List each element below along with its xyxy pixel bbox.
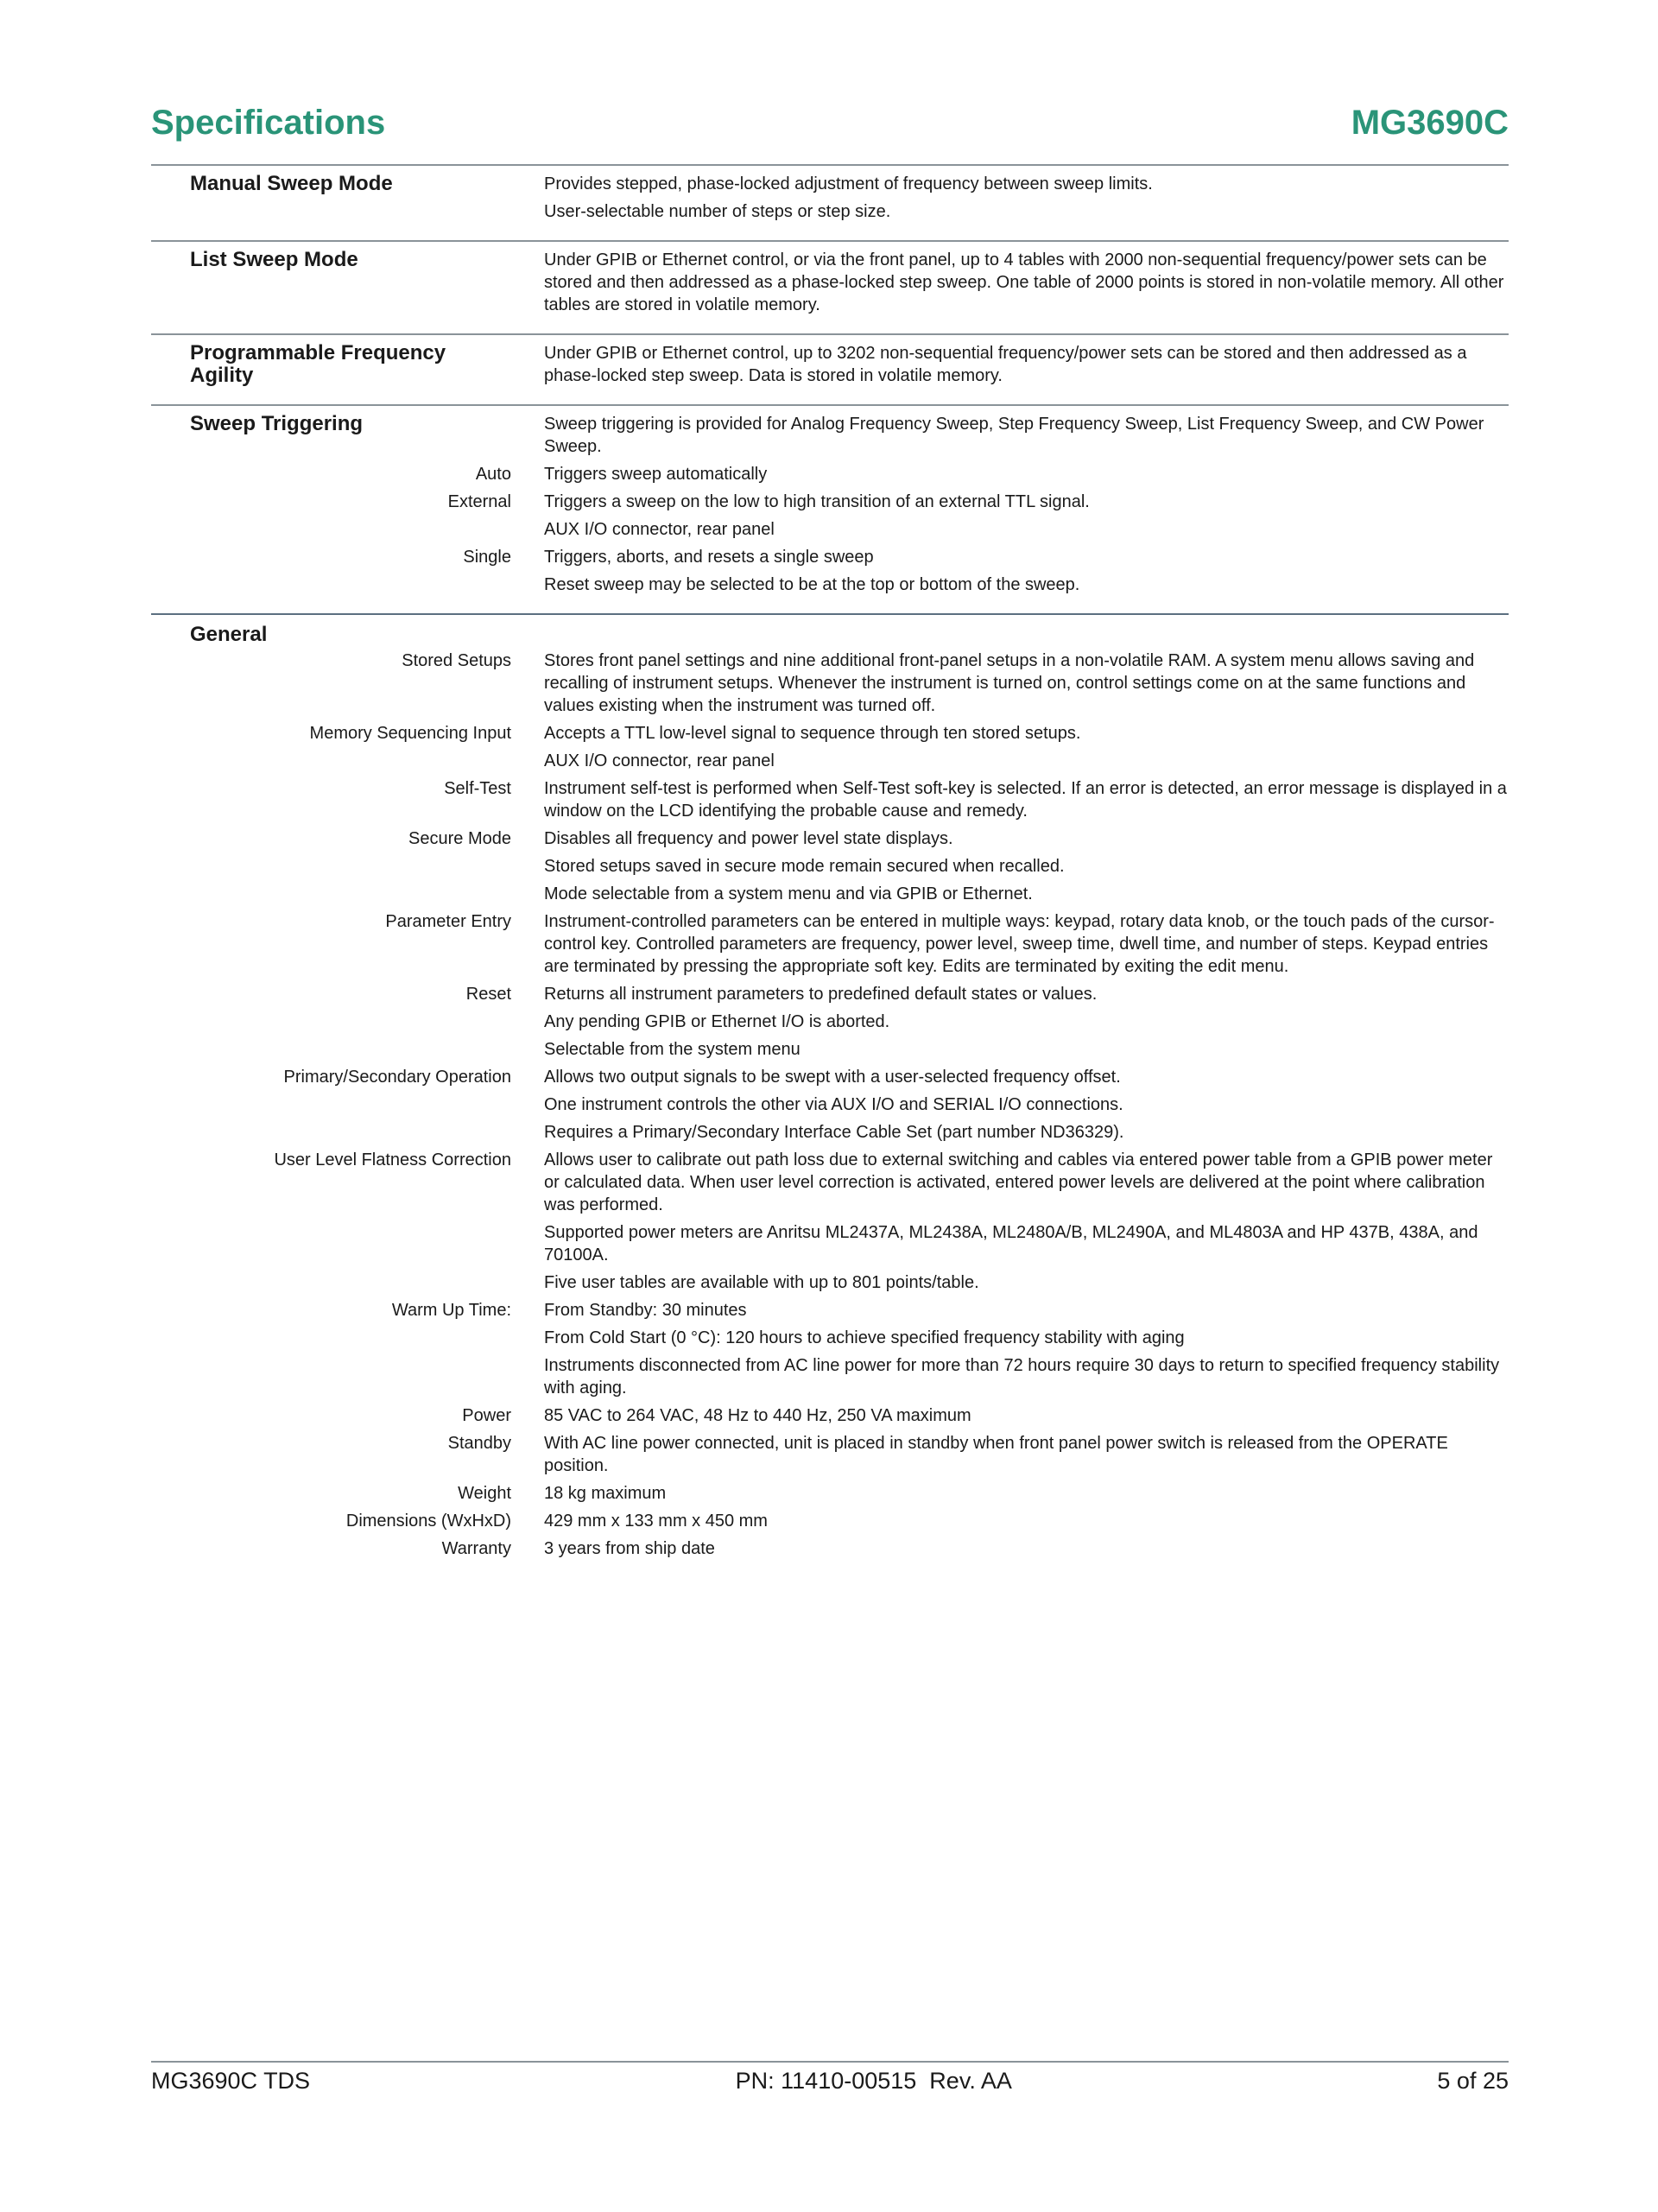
page-footer xyxy=(151,2061,1509,2095)
spec-row xyxy=(151,827,1509,905)
spec-label: Warm Up Time: xyxy=(391,1301,511,1320)
spec-section xyxy=(151,333,1509,404)
spec-value: 18 kg maximum xyxy=(544,1484,667,1503)
spec-value: Reset sweep may be selected to be at the top or bottom of the sweep. xyxy=(544,575,1080,594)
spec-value: Triggers sweep automatically xyxy=(544,465,768,484)
spec-values xyxy=(544,827,1509,905)
footer-part-number: PN: 11410-00515 Rev. AA xyxy=(735,2068,1012,2094)
spec-values xyxy=(544,463,1509,485)
page-title: Specifications xyxy=(151,104,386,142)
spec-values xyxy=(544,491,1509,541)
spec-row xyxy=(151,1537,1509,1560)
spec-row xyxy=(151,650,1509,717)
spec-values xyxy=(544,342,1509,387)
spec-value: Sweep triggering is provided for Analog Frequency Sweep, Step Frequency Sweep, List Frequency Sweep, and CW Power Sweep. xyxy=(544,415,1484,456)
spec-row xyxy=(151,1066,1509,1144)
spec-value: Triggers a sweep on the low to high transition of an external TTL signal. xyxy=(544,492,1090,511)
spec-value: Supported power meters are Anritsu ML2437A, ML2438A, ML2480A/B, ML2490A, and ML4803A and HP 437B, 438A, and 70100A. xyxy=(544,1223,1478,1264)
spec-values xyxy=(544,722,1509,772)
spec-section xyxy=(151,240,1509,333)
spec-values xyxy=(544,650,1509,717)
spec-value: Instruments disconnected from AC line power for more than 72 hours require 30 days to return to specified frequency stability with aging. xyxy=(544,1356,1500,1398)
spec-value: Selectable from the system menu xyxy=(544,1040,801,1059)
spec-values xyxy=(544,1432,1509,1477)
spec-row xyxy=(151,491,1509,541)
spec-value: Five user tables are available with up to 801 points/table. xyxy=(544,1273,979,1292)
spec-label: Stored Setups xyxy=(402,651,511,670)
spec-value: Any pending GPIB or Ethernet I/O is aborted. xyxy=(544,1012,890,1031)
spec-values xyxy=(544,1537,1509,1560)
spec-label: Warranty xyxy=(441,1539,511,1558)
spec-value: Stored setups saved in secure mode remain secured when recalled. xyxy=(544,857,1065,876)
spec-label: Single xyxy=(463,548,511,567)
spec-row xyxy=(151,1510,1509,1532)
spec-row xyxy=(151,1299,1509,1399)
spec-value: One instrument controls the other via AUX I/O and SERIAL I/O connections. xyxy=(544,1095,1123,1114)
spec-value: User-selectable number of steps or step size. xyxy=(544,202,891,221)
section-title: Programmable Frequency Agility xyxy=(190,341,446,387)
section-title: Sweep Triggering xyxy=(190,412,364,435)
spec-label: Standby xyxy=(447,1434,511,1453)
spec-label: User Level Flatness Correction xyxy=(274,1150,511,1169)
spec-label: Auto xyxy=(475,465,511,484)
spec-values xyxy=(544,1404,1509,1427)
spec-value: Under GPIB or Ethernet control, or via the front panel, up to 4 tables with 2000 non-sequential frequency/power sets can be stored and then addressed as a phase-locked step sweep. One table of 2000 points is stored in non-volatile memory. All other tables are stored in volatile memory. xyxy=(544,250,1504,314)
spec-label: External xyxy=(447,492,511,511)
spec-value: 3 years from ship date xyxy=(544,1539,715,1558)
spec-value: Disables all frequency and power level state displays. xyxy=(544,829,953,848)
spec-label: Memory Sequencing Input xyxy=(309,724,511,743)
spec-sections xyxy=(151,164,1509,1577)
spec-value: Triggers, aborts, and resets a single sweep xyxy=(544,548,874,567)
spec-row xyxy=(151,249,1509,316)
spec-value: Instrument-controlled parameters can be entered in multiple ways: keypad, rotary data knob, or the touch pads of the cursor-control key. Controlled parameters are frequency, power level, sweep time, dwell time, and number of steps. Keypad entries are terminated by pressing the appropriate soft key. Edits are terminated by exiting the edit menu. xyxy=(544,912,1495,976)
spec-values xyxy=(544,546,1509,596)
spec-row xyxy=(151,777,1509,822)
spec-value: 85 VAC to 264 VAC, 48 Hz to 440 Hz, 250 VA maximum xyxy=(544,1406,971,1425)
spec-row xyxy=(151,1149,1509,1294)
spec-value: Allows user to calibrate out path loss due to external switching and cables via entered power table from a GPIB power meter or calculated data. When user level correction is activated, entered power levels are delivered at the point where calibration was performed. xyxy=(544,1150,1493,1214)
spec-value: With AC line power connected, unit is placed in standby when front panel power switch is released from the OPERATE position. xyxy=(544,1434,1448,1475)
spec-row xyxy=(151,173,1509,223)
spec-value: Requires a Primary/Secondary Interface Cable Set (part number ND36329). xyxy=(544,1123,1124,1142)
spec-values xyxy=(544,1299,1509,1399)
spec-section xyxy=(151,613,1509,1577)
spec-value: From Standby: 30 minutes xyxy=(544,1301,747,1320)
spec-values xyxy=(544,910,1509,978)
spec-label: Weight xyxy=(458,1484,511,1503)
spec-label: Secure Mode xyxy=(408,829,511,848)
spec-value: Under GPIB or Ethernet control, up to 3202 non-sequential frequency/power sets can be stored and then addressed as a phase-locked step sweep. Data is stored in volatile memory. xyxy=(544,344,1467,385)
spec-value: Accepts a TTL low-level signal to sequence through ten stored setups. xyxy=(544,724,1081,743)
spec-value: Instrument self-test is performed when Self-Test soft-key is selected. If an error is detected, an error message is displayed in a window on the LCD identifying the probable cause and remedy. xyxy=(544,779,1507,821)
spec-values xyxy=(544,1482,1509,1505)
footer-doc: MG3690C TDS xyxy=(151,2068,311,2094)
spec-value: Provides stepped, phase-locked adjustment of frequency between sweep limits. xyxy=(544,174,1153,193)
spec-value: From Cold Start (0 °C): 120 hours to achieve specified frequency stability with aging xyxy=(544,1328,1185,1347)
spec-row xyxy=(151,546,1509,596)
spec-values xyxy=(544,1510,1509,1532)
model-name: MG3690C xyxy=(1351,104,1509,142)
spec-value: AUX I/O connector, rear panel xyxy=(544,520,775,539)
spec-value: Stores front panel settings and nine additional front-panel setups in a non-volatile RAM. A system menu allows saving and recalling of instrument setups. Whenever the instrument is turned on, control settings come on at the same functions and values existing when the instrument was turned off. xyxy=(544,651,1475,715)
spec-row xyxy=(151,722,1509,772)
spec-value: AUX I/O connector, rear panel xyxy=(544,751,775,770)
page-header xyxy=(151,104,1509,143)
section-title: List Sweep Mode xyxy=(190,248,358,271)
spec-row xyxy=(151,1432,1509,1477)
spec-row xyxy=(151,342,1509,387)
spec-row xyxy=(151,413,1509,458)
spec-row xyxy=(151,1404,1509,1427)
footer-page-number: 5 of 25 xyxy=(1437,2068,1509,2094)
spec-row xyxy=(151,983,1509,1061)
section-title: General xyxy=(190,623,268,646)
spec-values xyxy=(544,777,1509,822)
spec-value: Returns all instrument parameters to predefined default states or values. xyxy=(544,985,1098,1004)
spec-value: Allows two output signals to be swept with a user-selected frequency offset. xyxy=(544,1068,1121,1087)
spec-value: 429 mm x 133 mm x 450 mm xyxy=(544,1512,768,1531)
spec-label: Primary/Secondary Operation xyxy=(283,1068,511,1087)
spec-value: Mode selectable from a system menu and via GPIB or Ethernet. xyxy=(544,884,1033,903)
spec-values xyxy=(544,249,1509,316)
spec-label: Parameter Entry xyxy=(385,912,511,931)
spec-values xyxy=(544,1149,1509,1294)
spec-row xyxy=(151,910,1509,978)
spec-label: Self-Test xyxy=(444,779,511,798)
spec-values xyxy=(544,413,1509,458)
spec-values xyxy=(544,1066,1509,1144)
spec-section xyxy=(151,404,1509,613)
spec-label: Reset xyxy=(465,985,511,1004)
spec-values xyxy=(544,983,1509,1061)
spec-label: Dimensions (WxHxD) xyxy=(345,1512,511,1531)
section-title: Manual Sweep Mode xyxy=(190,172,393,195)
spec-label: Power xyxy=(462,1406,511,1425)
spec-row xyxy=(151,1482,1509,1505)
spec-row xyxy=(151,463,1509,485)
spec-values xyxy=(544,173,1509,223)
spec-section xyxy=(151,164,1509,240)
